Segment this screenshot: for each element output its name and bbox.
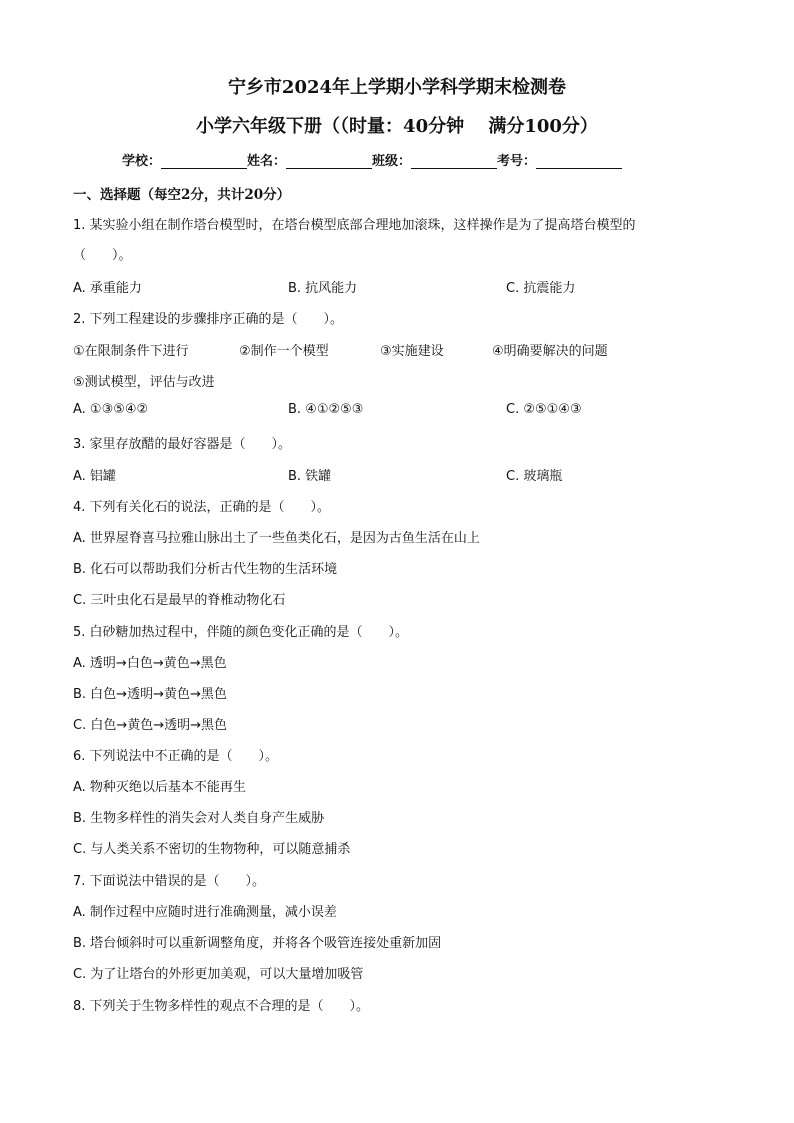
name-blank bbox=[286, 154, 372, 169]
question-3: 3. 家里存放醋的最好容器是（ ）。 bbox=[73, 437, 292, 452]
q4-option-a: A. 世界屋脊喜马拉雅山脉出土了一些鱼类化石，是因为古鱼生活在山上 bbox=[73, 531, 480, 546]
q1-option-b: B. 抗风能力 bbox=[288, 281, 358, 296]
question-7: 7. 下面说法中错误的是（ ）。 bbox=[73, 874, 266, 889]
exam-no-label: 考号： bbox=[497, 154, 537, 169]
question-6: 6. 下列说法中不正确的是（ ）。 bbox=[73, 749, 279, 764]
q2-step-1: ①在限制条件下进行 bbox=[73, 344, 189, 359]
q3-option-b: B. 铁罐 bbox=[288, 469, 332, 484]
q5-option-b: B. 白色→透明→黄色→黑色 bbox=[73, 687, 227, 702]
q7-option-c: C. 为了让塔台的外形更加美观，可以大量增加吸管 bbox=[73, 967, 364, 982]
page-title: 宁乡市2024年上学期小学科学期末检测卷 bbox=[227, 77, 567, 98]
question-1: 1. 某实验小组在制作塔台模型时，在塔台模型底部合理地加滚珠，这样操作是为了提高塔台模型的 bbox=[73, 218, 636, 233]
q7-option-b: B. 塔台倾斜时可以重新调整角度，并将各个吸管连接处重新加固 bbox=[73, 936, 442, 951]
name-label: 姓名： bbox=[247, 154, 287, 169]
q5-option-a: A. 透明→白色→黄色→黑色 bbox=[73, 656, 227, 671]
q2-step-5: ⑤测试模型，评估与改进 bbox=[73, 375, 215, 390]
class-label: 班级： bbox=[372, 154, 412, 169]
question-2: 2. 下列工程建设的步骤排序正确的是（ ）。 bbox=[73, 312, 344, 327]
school-blank bbox=[161, 154, 247, 169]
q2-option-b: B. ④①②⑤③ bbox=[288, 402, 364, 417]
q3-option-a: A. 铝罐 bbox=[73, 469, 116, 484]
question-1-blank: （ ）。 bbox=[73, 248, 132, 263]
q2-step-2: ②制作一个模型 bbox=[239, 344, 329, 359]
q4-option-b: B. 化石可以帮助我们分析古代生物的生活环境 bbox=[73, 562, 338, 577]
question-4: 4. 下列有关化石的说法，正确的是（ ）。 bbox=[73, 500, 331, 515]
q4-option-c: C. 三叶虫化石是最早的脊椎动物化石 bbox=[73, 593, 286, 608]
student-info-line bbox=[122, 150, 622, 169]
section-heading: 一、选择题（每空2分，共计20分） bbox=[73, 187, 291, 203]
q6-option-b: B. 生物多样性的消失会对人类自身产生威胁 bbox=[73, 811, 325, 826]
class-blank bbox=[411, 154, 497, 169]
page-subtitle: 小学六年级下册（（时量：40分钟 满分100分） bbox=[196, 116, 598, 137]
question-5: 5. 白砂糖加热过程中，伴随的颜色变化正确的是（ ）。 bbox=[73, 625, 409, 640]
q2-step-4: ④明确要解决的问题 bbox=[492, 344, 608, 359]
q2-option-a: A. ①③⑤④② bbox=[73, 402, 149, 417]
q1-option-a: A. 承重能力 bbox=[73, 281, 142, 296]
exam-no-blank bbox=[536, 154, 622, 169]
q2-step-3: ③实施建设 bbox=[380, 344, 444, 359]
q2-option-c: C. ②⑤①④③ bbox=[506, 402, 582, 417]
q7-option-a: A. 制作过程中应随时进行准确测量，减小误差 bbox=[73, 905, 337, 920]
question-8: 8. 下列关于生物多样性的观点不合理的是（ ）。 bbox=[73, 999, 370, 1014]
school-label: 学校： bbox=[122, 154, 162, 169]
q5-option-c: C. 白色→黄色→透明→黑色 bbox=[73, 718, 228, 733]
q3-option-c: C. 玻璃瓶 bbox=[506, 469, 563, 484]
q1-option-c: C. 抗震能力 bbox=[506, 281, 576, 296]
q6-option-c: C. 与人类关系不密切的生物物种，可以随意捕杀 bbox=[73, 842, 351, 857]
q6-option-a: A. 物种灭绝以后基本不能再生 bbox=[73, 780, 246, 795]
